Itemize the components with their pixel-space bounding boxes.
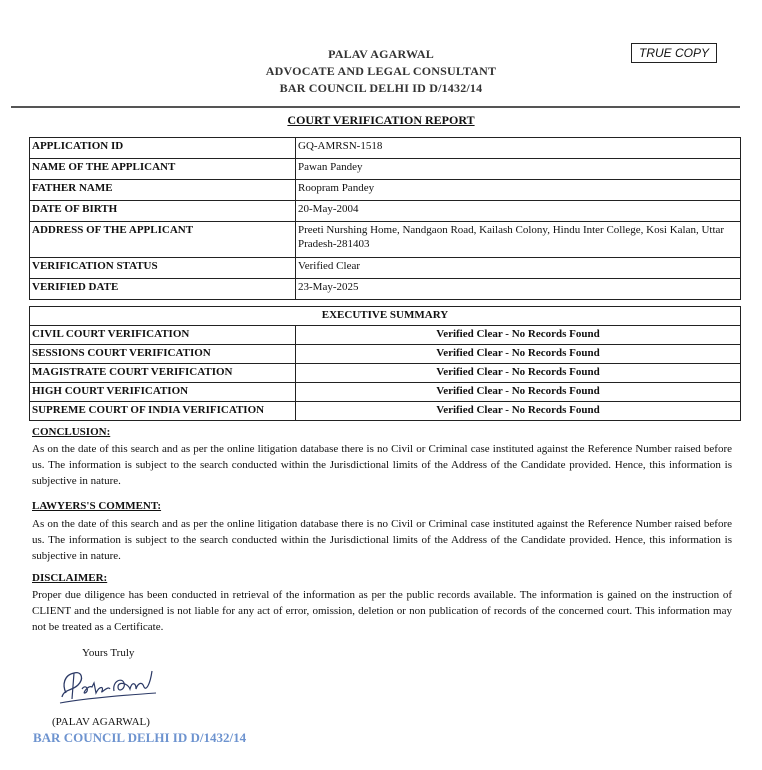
true-copy-stamp: TRUE COPY (631, 43, 717, 63)
table-row (30, 402, 741, 421)
detail-value: 20-May-2004 (296, 201, 741, 222)
table-row (30, 138, 741, 159)
detail-value: Pawan Pandey (296, 159, 741, 180)
detail-value: GQ-AMRSN-1518 (296, 138, 741, 159)
table-row (30, 383, 741, 402)
advocate-bar-id: BAR COUNCIL DELHI ID D/1432/14 (279, 81, 483, 95)
summary-value: Verified Clear - No Records Found (296, 326, 741, 345)
advocate-name: PALAV AGARWAL (328, 47, 434, 61)
table-row (30, 326, 741, 345)
detail-value: 23-May-2025 (296, 279, 741, 300)
detail-value: Preeti Nurshing Home, Nandgaon Road, Kailash Colony, Hindu Inter College, Kosi Kalan, Uttar Pradesh-281403 (296, 222, 741, 258)
header-divider (11, 106, 740, 108)
detail-label: VERIFIED DATE (30, 279, 296, 300)
executive-summary-table (29, 306, 741, 421)
table-row (30, 364, 741, 383)
summary-value: Verified Clear - No Records Found (296, 345, 741, 364)
table-row (30, 258, 741, 279)
report-title: COURT VERIFICATION REPORT (287, 113, 475, 127)
detail-label: DATE OF BIRTH (30, 201, 296, 222)
closing-salutation: Yours Truly (82, 647, 135, 659)
summary-label: HIGH COURT VERIFICATION (30, 383, 296, 402)
signatory-bar-id: BAR COUNCIL DELHI ID D/1432/14 (33, 730, 247, 745)
table-row (30, 159, 741, 180)
summary-value: Verified Clear - No Records Found (296, 383, 741, 402)
table-row (30, 222, 741, 258)
detail-label: ADDRESS OF THE APPLICANT (30, 222, 296, 258)
summary-label: CIVIL COURT VERIFICATION (30, 326, 296, 345)
table-row (30, 201, 741, 222)
detail-value: Verified Clear (296, 258, 741, 279)
disclaimer-heading: DISCLAIMER: (32, 572, 108, 584)
conclusion-text: As on the date of this search and as per the online litigation database there is no Civil or Criminal case instituted against the Reference Number raised before us. The information is subject to the search conducted within the Jurisdictional limits of the Address of the Candidate provided. Hence, this information is subjective in nature. (32, 443, 732, 487)
detail-label: NAME OF THE APPLICANT (30, 159, 296, 180)
conclusion-heading: CONCLUSION: (32, 426, 111, 438)
summary-title: EXECUTIVE SUMMARY (30, 307, 741, 326)
summary-label: MAGISTRATE COURT VERIFICATION (30, 364, 296, 383)
summary-value: Verified Clear - No Records Found (296, 364, 741, 383)
table-row (30, 279, 741, 300)
summary-label: SUPREME COURT OF INDIA VERIFICATION (30, 402, 296, 421)
detail-value: Roopram Pandey (296, 180, 741, 201)
applicant-details-table (29, 137, 741, 300)
summary-label: SESSIONS COURT VERIFICATION (30, 345, 296, 364)
advocate-designation: ADVOCATE AND LEGAL CONSULTANT (265, 64, 497, 78)
table-row (30, 180, 741, 201)
detail-label: FATHER NAME (30, 180, 296, 201)
signature-image (52, 663, 162, 707)
table-row (30, 345, 741, 364)
lawyers-comment-heading: LAWYERS'S COMMENT: (32, 500, 162, 512)
lawyers-comment-text: As on the date of this search and as per the online litigation database there is no Civil or Criminal case instituted against the Reference Number raised before us. The information is subject to the search conducted within the Jurisdictional limits of the Address of the Candidate provided. Hence, this information is subjective in nature. (32, 518, 732, 562)
table-header-row (30, 307, 741, 326)
disclaimer-text: Proper due diligence has been conducted in retrieval of the information as per the public records available. The information is gained on the instruction of CLIENT and the undersigned is not liable for any act of error, omission, deletion or non publication of records of the concerned court. This information may not be treated as a Certificate. (32, 589, 732, 633)
detail-label: APPLICATION ID (30, 138, 296, 159)
detail-label: VERIFICATION STATUS (30, 258, 296, 279)
summary-value: Verified Clear - No Records Found (296, 402, 741, 421)
signatory-name: (PALAV AGARWAL) (52, 716, 150, 728)
